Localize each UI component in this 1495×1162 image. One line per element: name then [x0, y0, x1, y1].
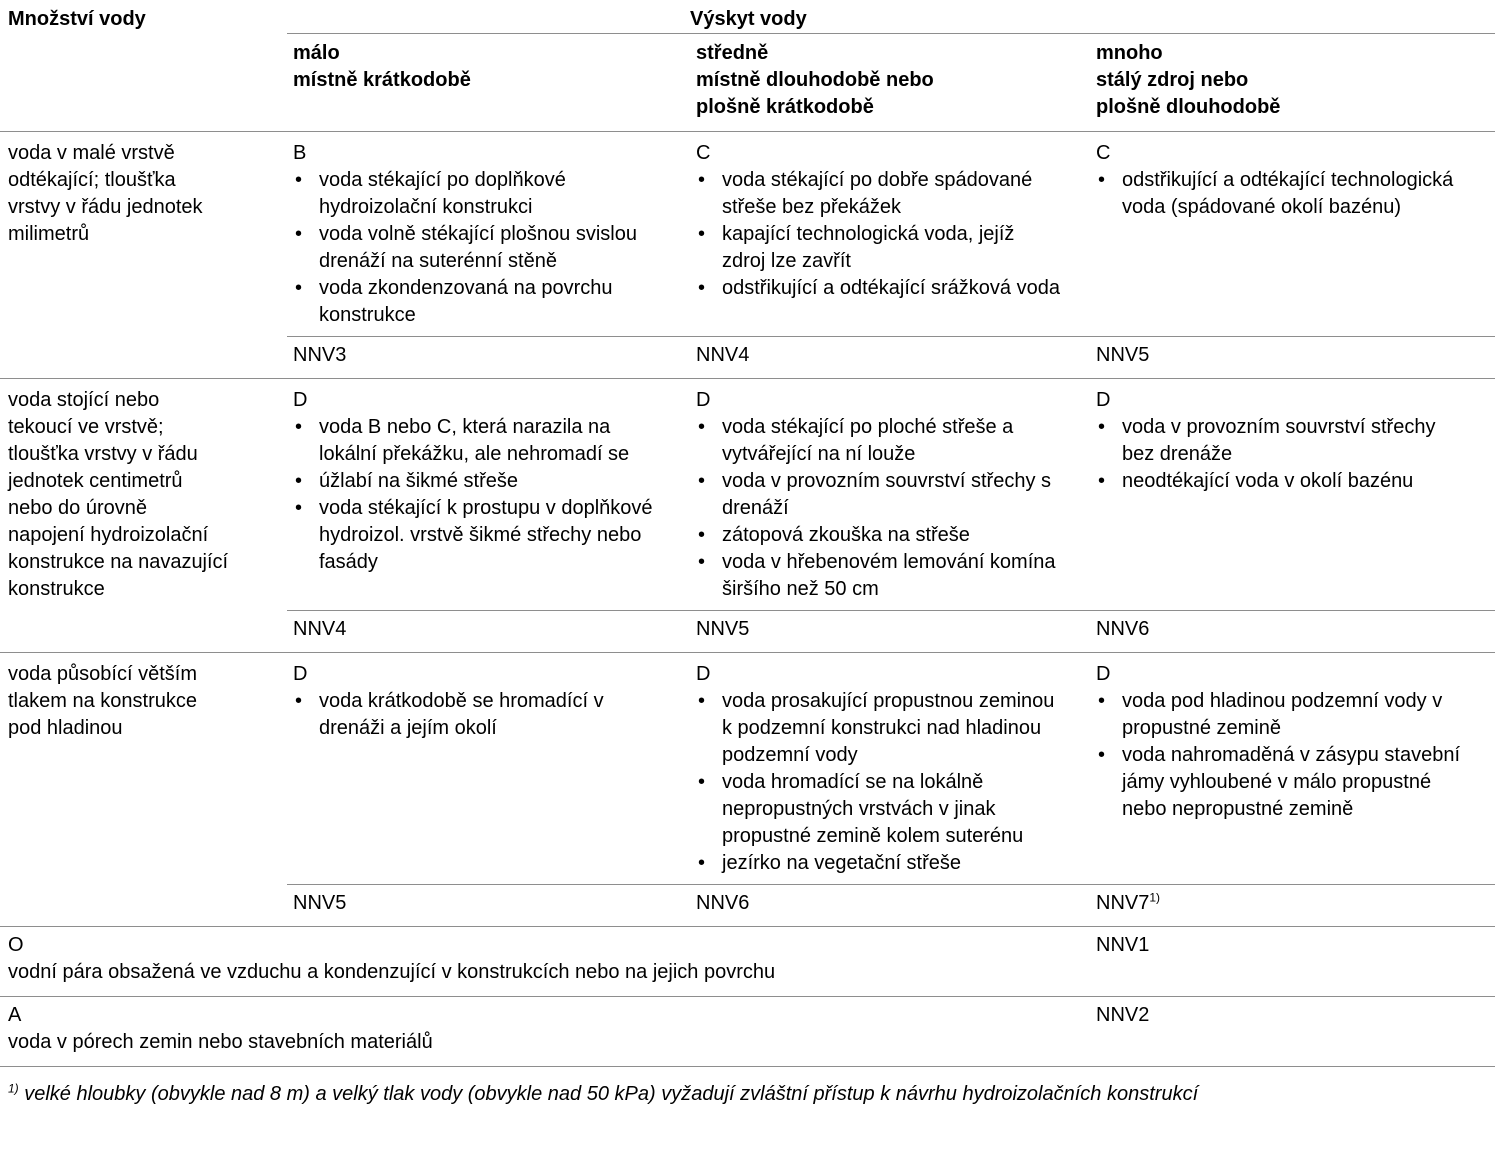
- bullet-item: • voda krátkodobě se hromadící v drenáži a jejím okolí: [293, 688, 662, 742]
- cell-malo: [287, 140, 690, 336]
- table-row-pore-water: [0, 997, 1495, 1067]
- bullet-item: • kapající technologická voda, jejíž zdroj lze zavřít: [696, 221, 1062, 275]
- nnv-code: NNV1: [1096, 934, 1150, 956]
- nnv-code: NNV4: [293, 618, 347, 640]
- bullet-item: • voda v hřebenovém lemování komína širšího než 50 cm: [696, 549, 1062, 603]
- footnote-text: velké hloubky (obvykle nad 8 m) a velký tlak vody (obvykle nad 50 kPa) vyžadují zvláštní přístup k návrhu hydroizolačních konstrukcí: [24, 1083, 1199, 1105]
- group-header-occurrence: Výskyt vody: [287, 0, 1495, 34]
- table-row: [0, 379, 1495, 653]
- bullet-item: • úžlabí na šikmé střeše: [293, 468, 662, 495]
- bullet-item: • voda hromadící se na lokálně nepropustných vrstvách v jinak propustné zemině kolem suterénu: [696, 769, 1062, 850]
- nnv-code: NNV5: [696, 618, 750, 640]
- bullet-item: • voda stékající k prostupu v doplňkové hydroizol. vrstvě šikmé střechy nebo fasády: [293, 495, 662, 576]
- subheader-spacer: [0, 40, 287, 121]
- cell-stredne: [690, 661, 1090, 884]
- nnv-code: NNV2: [1096, 1004, 1150, 1026]
- water-class-letter: D: [696, 663, 711, 685]
- nnv-code-row: [287, 336, 1495, 378]
- table-row: [0, 132, 1495, 379]
- bullet-item: • voda zkondenzovaná na povrchu konstrukce: [293, 275, 662, 329]
- subheader-mnoho: mnoho stálý zdroj nebo plošně dlouhodobě: [1096, 42, 1281, 118]
- row-label: voda v malé vrstvě odtékající; tloušťka vrstvy v řádu jednotek milimetrů: [8, 142, 203, 245]
- footnote-marker: 1): [8, 1081, 19, 1096]
- table-subheader-row: [0, 34, 1495, 132]
- row-label: voda stojící nebo tekoucí ve vrstvě; tloušťka vrstvy v řádu jednotek centimetrů nebo do úrovně napojení hydroizolační konstrukce na navazující konstrukce: [8, 389, 229, 600]
- bullet-item: • voda stékající po doplňkové hydroizolační konstrukci: [293, 167, 662, 221]
- bullet-item: • voda pod hladinou podzemní vody v propustné zemině: [1096, 688, 1467, 742]
- nnv-code: NNV4: [696, 344, 750, 366]
- cell-mnoho: [1090, 661, 1495, 884]
- cell-malo: [287, 661, 690, 884]
- nnv-code: NNV3: [293, 344, 347, 366]
- water-class-letter: C: [1096, 142, 1111, 164]
- bullet-item: • voda B nebo C, která narazila na lokální překážku, ale nehromadí se: [293, 414, 662, 468]
- bullet-item: • voda v provozním souvrství střechy bez drenáže: [1096, 414, 1467, 468]
- column-header-quantity: Množství vody: [8, 8, 146, 30]
- subheader-malo: málo místně krátkodobě: [293, 42, 471, 91]
- bullet-item: • voda stékající po dobře spádované střeše bez překážek: [696, 167, 1062, 221]
- table-row: [0, 653, 1495, 927]
- cell-mnoho: [1090, 140, 1495, 336]
- cell-mnoho: [1090, 387, 1495, 610]
- bullet-item: • voda stékající po ploché střeše a vytvářející na ní louže: [696, 414, 1062, 468]
- nnv-code: NNV5: [293, 892, 347, 914]
- water-class-letter: D: [293, 389, 308, 411]
- nnv-code: NNV7$^{1)}$: [1096, 890, 1161, 914]
- bullet-item: • neodtékající voda v okolí bazénu: [1096, 468, 1467, 495]
- bullet-item: • voda prosakující propustnou zeminou k podzemní konstrukci nad hladinou podzemní vody: [696, 688, 1062, 769]
- water-class-letter: B: [293, 142, 307, 164]
- nnv-code: NNV6: [1096, 618, 1150, 640]
- cell-stredne: [690, 140, 1090, 336]
- water-class-letter: O: [8, 934, 24, 956]
- row-description: voda v pórech zemin nebo stavebních materiálů: [8, 1031, 433, 1053]
- footnote: [0, 1067, 1495, 1108]
- water-class-letter: A: [8, 1004, 22, 1026]
- bullet-item: • jezírko na vegetační střeše: [696, 850, 1062, 877]
- table-row-vapor: [0, 927, 1495, 997]
- cell-stredne: [690, 387, 1090, 610]
- bullet-item: • odstřikující a odtékající srážková voda: [696, 275, 1062, 302]
- bullet-item: • voda nahromaděná v zásypu stavební jámy vyhloubené v málo propustné nebo nepropustné zemině: [1096, 742, 1467, 823]
- nnv-code-row: [287, 884, 1495, 926]
- nnv-code-row: [287, 610, 1495, 652]
- water-class-letter: D: [293, 663, 308, 685]
- bullet-item: • voda v provozním souvrství střechy s drenáží: [696, 468, 1062, 522]
- nnv-code: NNV5: [1096, 344, 1150, 366]
- subheader-stredne: středně místně dlouhodobě nebo plošně krátkodobě: [696, 42, 934, 118]
- water-class-letter: D: [1096, 389, 1111, 411]
- bullet-item: • voda volně stékající plošnou svislou drenáží na suterénní stěně: [293, 221, 662, 275]
- row-label: voda působící větším tlakem na konstrukce pod hladinou: [8, 663, 197, 739]
- table-header-top: [0, 0, 1495, 34]
- bullet-item: • odstřikující a odtékající technologická voda (spádované okolí bazénu): [1096, 167, 1467, 221]
- footnote-marker: 1): [1149, 890, 1161, 905]
- water-class-letter: D: [1096, 663, 1111, 685]
- nnv-code: NNV6: [696, 892, 750, 914]
- water-class-letter: C: [696, 142, 711, 164]
- water-class-letter: D: [696, 389, 711, 411]
- row-description: vodní pára obsažená ve vzduchu a kondenzující v konstrukcích nebo na jejich povrchu: [8, 961, 776, 983]
- bullet-item: • zátopová zkouška na střeše: [696, 522, 1062, 549]
- cell-malo: [287, 387, 690, 610]
